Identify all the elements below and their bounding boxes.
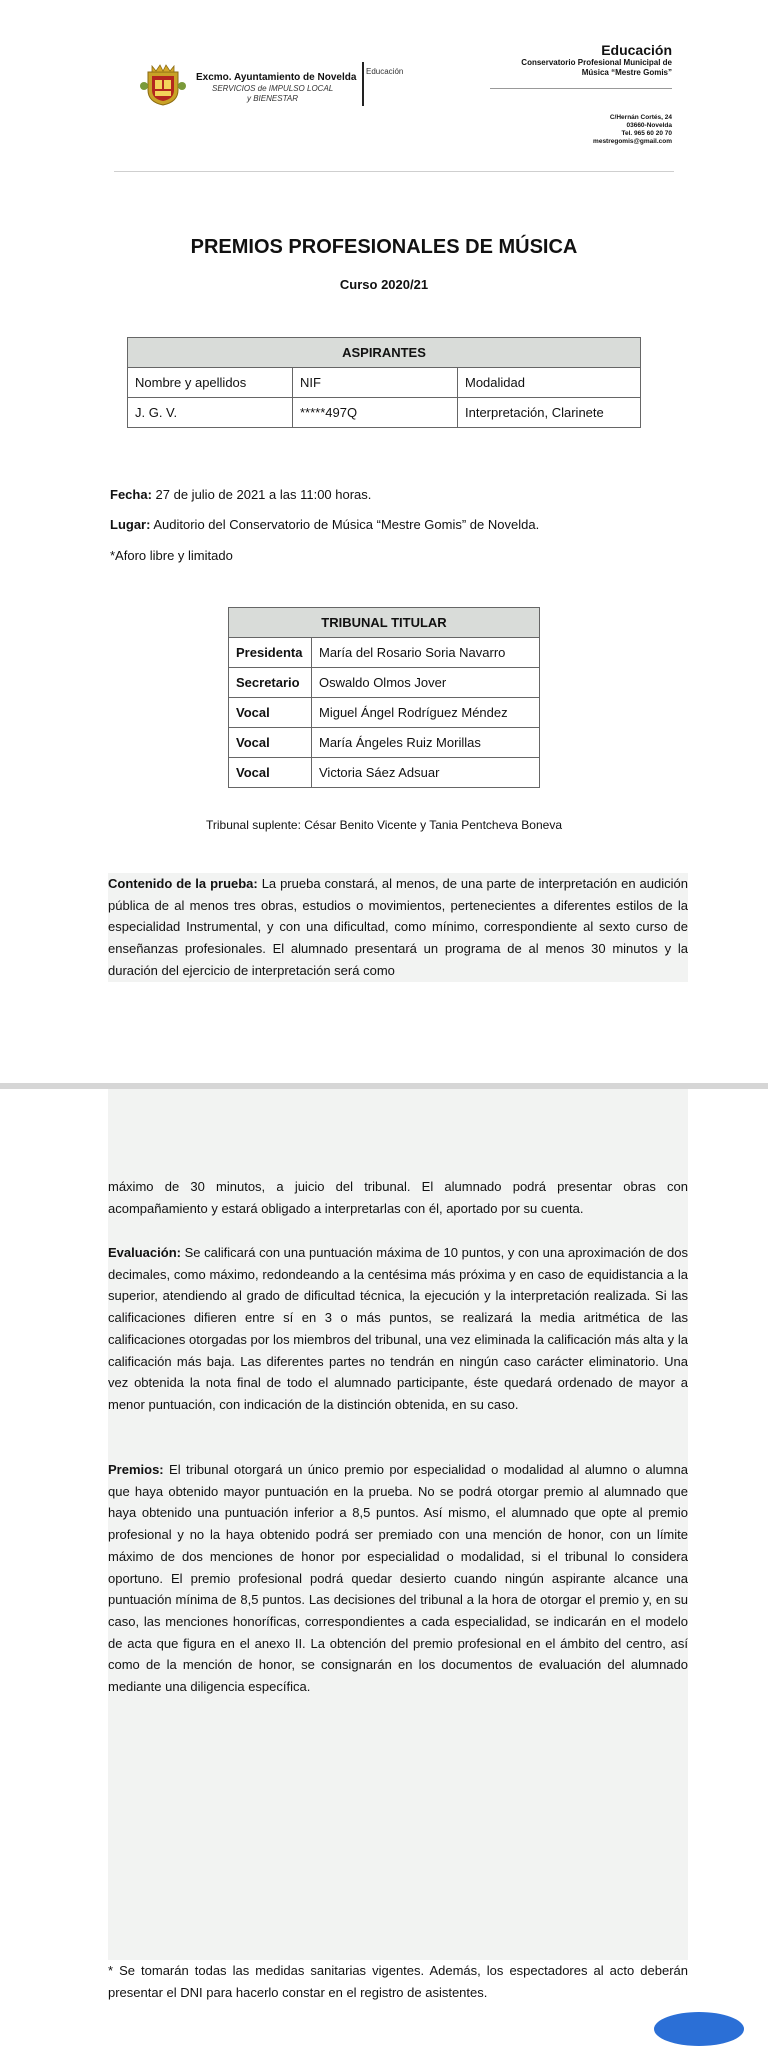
evaluacion-text: Se calificará con una puntuación máxima de 10 puntos, y con una aproximación de dos decimales, como máximo, redondeando a la centésima más próxima y en caso de equidistancia a la superior, atendiendo al grado de dificultad técnica, la ejecución y la interpretación realizada. Si las calificaciones difieren entre sí en 3 o más puntos, se realizará la media aritmética de las calificaciones otorgadas por los miembros del tribunal, una vez eliminada la calificación más alta y la calificación más baja. Las diferentes partes no tendrán en ningún caso carácter eliminatorio. Una vez obtenida la nota final de todo el alumnado participante, éste quedará ordenado de mayor a menor puntuación, con indicación de la distinción obtenida, en su caso.: [108, 1245, 688, 1412]
table-row: [229, 728, 540, 758]
footnote: * Se tomarán todas las medidas sanitarias vigentes. Además, los espectadores al acto deberán presentar el DNI para hacerlo constar en el registro de asistentes.: [108, 1960, 688, 2003]
address-email: mestregomis@gmail.com: [593, 138, 672, 145]
member-name: Victoria Sáez Adsuar: [312, 758, 540, 788]
ayuntamiento-name: Excmo. Ayuntamiento de Novelda: [196, 72, 357, 83]
table-row: [229, 668, 540, 698]
aspirantes-table: [127, 337, 641, 428]
header-rule: [490, 88, 672, 89]
tribunal-heading: TRIBUNAL TITULAR: [229, 608, 540, 638]
lugar-label: Lugar:: [110, 517, 151, 532]
fecha-value: 27 de julio de 2021 a las 11:00 horas.: [155, 487, 372, 502]
bienestar-text: y BIENESTAR: [247, 94, 298, 103]
member-name: María del Rosario Soria Navarro: [312, 638, 540, 668]
floating-action-button[interactable]: [654, 2012, 744, 2046]
address-city: 03660-Novelda: [626, 122, 672, 129]
table-cell: *****497Q: [293, 398, 458, 428]
table-row: [229, 638, 540, 668]
document-title: PREMIOS PROFESIONALES DE MÚSICA: [190, 236, 578, 258]
member-role: Vocal: [229, 758, 312, 788]
contenido-continuation: máximo de 30 minutos, a juicio del tribunal. El alumnado podrá presentar obras con acompañamiento y estará obligado a interpretarlas con él, aportado por su cuenta.: [108, 1176, 688, 1219]
contenido-paragraph: [108, 873, 688, 982]
table-header-row: [128, 368, 641, 398]
lugar-line: [110, 517, 539, 532]
servicios-text: SERVICIOS de IMPULSO LOCAL: [212, 84, 334, 93]
member-role: Vocal: [229, 698, 312, 728]
aforo-note: *Aforo libre y limitado: [110, 548, 233, 563]
column-header: NIF: [293, 368, 458, 398]
table-cell: J. G. V.: [128, 398, 293, 428]
member-name: Miguel Ángel Rodríguez Méndez: [312, 698, 540, 728]
member-name: Oswaldo Olmos Jover: [312, 668, 540, 698]
coat-of-arms-logo: [140, 62, 186, 106]
evaluacion-paragraph: [108, 1242, 688, 1416]
member-name: María Ángeles Ruiz Morillas: [312, 728, 540, 758]
department-title: Educación: [601, 42, 672, 58]
tribunal-table: [228, 607, 540, 788]
course-label: Curso 2020/21: [339, 277, 429, 292]
premios-paragraph: [108, 1459, 688, 1698]
table-cell: Interpretación, Clarinete: [458, 398, 641, 428]
conservatorio-line-2: Música “Mestre Gomis”: [581, 68, 672, 77]
premios-text: El tribunal otorgará un único premio por especialidad o modalidad al alumno o alumna que haya obtenido mayor puntuación en la prueba. No se podrá otorgar premio al alumnado que haya obtenido una puntuación inferior a 8,5 puntos. Así mismo, el alumnado que opte al premio profesional y no la haya obtenido podrá ser premiado con una mención de honor, con un límite máximo de dos menciones de honor por especialidad o modalidad, si el tribunal lo considera oportuno. El premio profesional podrá quedar desierto cuando ningún aspirante alcance una puntuación mínima de 8,5 puntos. Las decisiones del tribunal a la hora de otorgar el premio y, en su caso, las menciones honoríficas, correspondientes a cada especialidad, se indicarán en el modelo de acta que figura en el anexo II. La obtención del premio profesional en el ámbito del centro, así como de la mención de honor, se consignarán en los documentos de evaluación del alumnado mediante una diligencia específica.: [108, 1462, 688, 1695]
conservatorio-line-1: Conservatorio Profesional Municipal de: [521, 58, 672, 67]
premios-label: Premios:: [108, 1462, 164, 1477]
table-row: [229, 758, 540, 788]
lugar-value: Auditorio del Conservatorio de Música “Mestre Gomis” de Novelda.: [153, 517, 540, 532]
table-row: [229, 698, 540, 728]
contenido-label: Contenido de la prueba:: [108, 876, 258, 891]
member-role: Secretario: [229, 668, 312, 698]
fecha-line: [110, 487, 371, 502]
tribunal-suplente: Tribunal suplente: César Benito Vicente y Tania Pentcheva Boneva: [205, 818, 562, 832]
column-header: Modalidad: [458, 368, 641, 398]
table-row: [128, 398, 641, 428]
member-role: Vocal: [229, 728, 312, 758]
header-separator: [114, 171, 674, 172]
evaluacion-label: Evaluación:: [108, 1245, 181, 1260]
address-phone: Tel. 965 60 20 70: [621, 130, 672, 137]
header-divider: [362, 62, 364, 106]
fecha-label: Fecha:: [110, 487, 152, 502]
member-role: Presidenta: [229, 638, 312, 668]
column-header: Nombre y apellidos: [128, 368, 293, 398]
address-street: C/Hernán Cortés, 24: [609, 114, 672, 121]
document-page-2: [0, 1089, 768, 2029]
aspirantes-heading: ASPIRANTES: [128, 338, 641, 368]
department-small: Educación: [366, 67, 404, 76]
contenido-text: La prueba constará, al menos, de una parte de interpretación en audición pública de al menos tres obras, estudios o movimientos, pertenecientes a diferentes estilos de la especialidad Instrumental, y con una dificultad, como mínimo, correspondiente al sexto curso de enseñanzas profesionales. El alumnado presentará un programa de al menos 30 minutos y la duración del ejercicio de interpretación será como: [108, 876, 688, 978]
